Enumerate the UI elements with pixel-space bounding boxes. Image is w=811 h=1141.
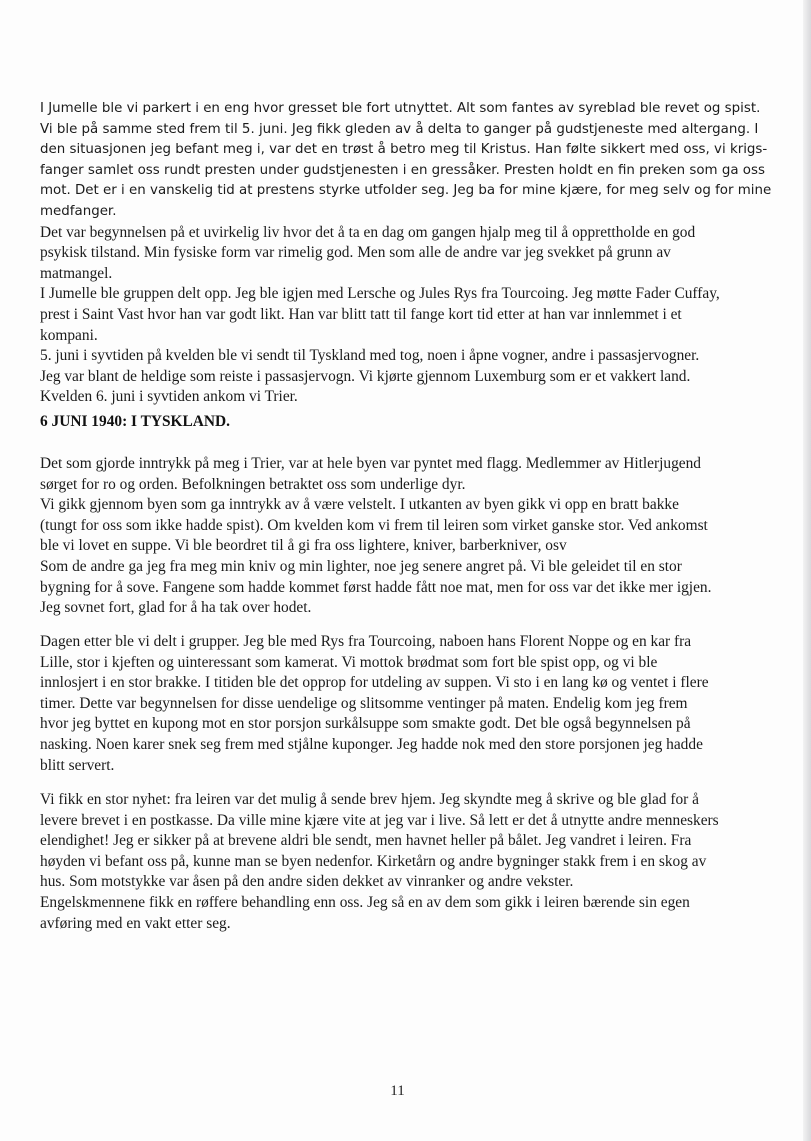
text-line: Kvelden 6. juni i syvtiden ankom vi Trier. bbox=[40, 388, 298, 406]
text-line: prest i Saint Vast hvor han var godt likt. Han var blitt tatt til fange kort tid etter at han var innlemmet i et bbox=[40, 305, 682, 323]
text-line: matmangel. bbox=[40, 264, 113, 282]
text-line: nasking. Noen karer snek seg frem med stjålne kuponger. Jeg hadde nok med den store porsjonen jeg hadde bbox=[40, 735, 703, 753]
intro-paragraph-sans bbox=[40, 99, 770, 223]
text-line: hus. Som motstykke var åsen på den andre siden dekket av vinranker og andre vekster. bbox=[40, 873, 574, 891]
page-edge-shadow bbox=[803, 0, 811, 1141]
text-line: elendighet! Jeg er sikker på at brevene aldri ble sendt, men havnet heller på bålet. Jeg vandret i leiren. Fra bbox=[40, 832, 692, 850]
section-heading: 6 JUNI 1940: I TYSKLAND. bbox=[40, 413, 230, 430]
text-line: Det var begynnelsen på et uvirkelig liv hvor det å ta en dag om gangen hjalp meg til å opprettholde en god bbox=[40, 223, 696, 241]
text-line: mot. Det er i en vanskelig tid at prestens styrke utfolder seg. Jeg ba for mine kjære, for meg selv og for mine bbox=[40, 183, 772, 199]
groups-section bbox=[40, 632, 770, 776]
text-line: kompani. bbox=[40, 326, 98, 344]
text-line: Vi ble på samme sted frem til 5. juni. Jeg fikk gleden av å delta to ganger på gudstjeneste med altergang. I bbox=[40, 121, 759, 137]
text-line: (tungt for oss som ikke hadde spist). Om kvelden kom vi frem til leiren som virket ganske stor. Ved ankomst bbox=[40, 516, 708, 534]
text-line: innlosjert i en stor brakke. I titiden ble det opprop for utdeling av suppen. Vi sto i en lang kø og ventet i flere bbox=[40, 674, 709, 692]
text-line: Jeg var blant de heldige som reiste i passasjervogn. Vi kjørte gjennom Luxemburg som er et vakkert land. bbox=[40, 367, 691, 385]
text-line: timer. Dette var begynnelsen for disse uendelige og slitsomme ventinger på maten. Endelig kom jeg frem bbox=[40, 694, 688, 712]
news-paragraph bbox=[40, 790, 770, 934]
intro-paragraph-serif bbox=[40, 223, 770, 408]
trier-section bbox=[40, 454, 770, 619]
text-line: den situasjonen jeg befant meg i, var det en trøst å betro meg til Kristus. Han følte sikkert med oss, vi krigs- bbox=[40, 142, 768, 158]
text-line: levere brevet i en postkasse. Da ville mine kjære vite at jeg var i live. Så lett er det å utnytte andre menneskers bbox=[40, 811, 719, 829]
text-line: hvor jeg byttet en kupong mot en stor porsjon surkålsuppe som smakte godt. Det ble også begynnelsen på bbox=[40, 715, 691, 733]
text-line: Jeg sovnet fort, glad for å ha tak over hodet. bbox=[40, 599, 312, 617]
text-line: Vi gikk gjennom byen som ga inntrykk av å være velstelt. I utkanten av byen gikk vi opp en bratt bakke bbox=[40, 496, 679, 514]
text-line: blitt servert. bbox=[40, 756, 115, 774]
groups-paragraph bbox=[40, 632, 770, 776]
text-line: Engelskmennene fikk en røffere behandling enn oss. Jeg så en av dem som gikk i leiren bærende sin egen bbox=[40, 893, 690, 911]
news-section bbox=[40, 790, 770, 934]
text-line: 5. juni i syvtiden på kvelden ble vi sendt til Tyskland med tog, noen i åpne vogner, andre i passasjervogner. bbox=[40, 347, 700, 365]
text-line: Lille, stor i kjeften og uinteressant som kamerat. Vi mottok brødmat som fort ble spist opp, og vi ble bbox=[40, 653, 658, 671]
text-line: bygning for å sove. Fangene som hadde kommet først hadde fått noe mat, men for oss var det ikke mer igjen. bbox=[40, 578, 712, 596]
text-line: I Jumelle ble gruppen delt opp. Jeg ble igjen med Lersche og Jules Rys fra Tourcoing. Jeg møtte Fader Cuffay, bbox=[40, 285, 720, 303]
text-line: Det som gjorde inntrykk på meg i Trier, var at hele byen var pyntet med flagg. Medlemmer av Hitlerjugend bbox=[40, 455, 702, 472]
text-line: medfanger. bbox=[40, 203, 117, 219]
text-line: sørget for ro og orden. Befolkningen betraktet oss som underlige dyr. bbox=[40, 475, 466, 493]
trier-paragraph bbox=[40, 454, 770, 619]
text-line: høyden vi befant oss på, kunne man se byen nedenfor. Kirketårn og andre bygninger stakk frem i en skog av bbox=[40, 852, 707, 870]
text-line: Som de andre ga jeg fra meg min kniv og min lighter, noe jeg senere angret på. Vi ble geleidet til en stor bbox=[40, 557, 682, 575]
intro-section bbox=[40, 99, 770, 408]
text-line: psykisk tilstand. Min fysiske form var rimelig god. Men som alle de andre var jeg svekket på grunn av bbox=[40, 244, 671, 262]
text-line: avføring med en vakt etter seg. bbox=[40, 914, 231, 932]
text-line: ble vi lovet en suppe. Vi ble beordret til å gi fra oss lightere, kniver, barberkniver, osv bbox=[40, 537, 567, 555]
page-number: 11 bbox=[390, 1083, 405, 1099]
text-line: fanger samlet oss rundt presten under gudstjenesten i en gressåker. Presten holdt en fin preken som ga oss bbox=[40, 162, 765, 178]
text-line: Dagen etter ble vi delt i grupper. Jeg ble med Rys fra Tourcoing, naboen hans Florent Noppe og en kar fra bbox=[40, 633, 692, 650]
text-line: I Jumelle ble vi parkert i en eng hvor gresset ble fort utnyttet. Alt som fantes av syreblad ble revet og spist. bbox=[40, 101, 761, 116]
text-line: Vi fikk en stor nyhet: fra leiren var det mulig å sende brev hjem. Jeg skyndte meg å skrive og ble glad for å bbox=[40, 791, 699, 808]
